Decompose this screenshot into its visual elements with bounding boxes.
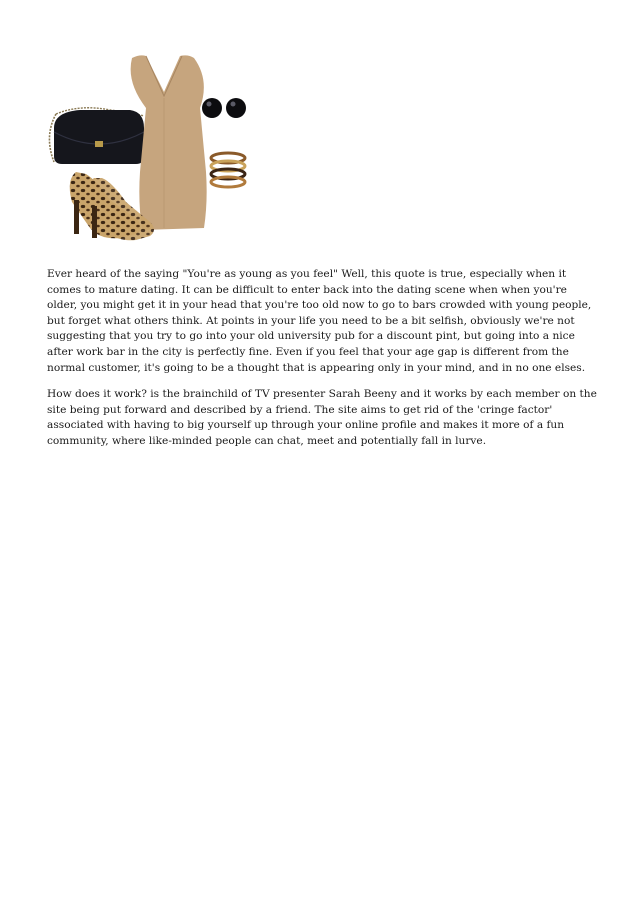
article-paragraph: Ever heard of the saying "You're as young as you feel" Well, this quote is true, especially when it comes to mature dating. It can be difficult to enter back into the dating scene when when you're older, you might get it in your head that you're too old now to go to bars crowded with young people, but forget what others think. At points in your life you need to be a bit selfish, obviously we're not suggesting that you try to go into your old university pub for a discount pint, but going into a nice after work bar in the city is perfectly fine. Even if you feel that your age gap is different from the normal customer, it's going to be a thought that is appearing only in your mind, and in no one elses. (47, 268, 592, 374)
article-paragraph: How does it work? is the brainchild of TV presenter Sarah Beeny and it works by each member on the site being put forward and described by a friend. The site aims to get rid of the 'cringe factor' associated with having to big yourself up through your online profile and makes it more of a fun community, where like-minded people can chat, meet and potentially fall in lurve. (47, 388, 597, 447)
black-handbag (54, 110, 144, 164)
article-body (47, 267, 597, 461)
black-earrings (202, 98, 246, 118)
fashion-collage-image (40, 52, 255, 248)
bangle-stack (211, 153, 245, 187)
